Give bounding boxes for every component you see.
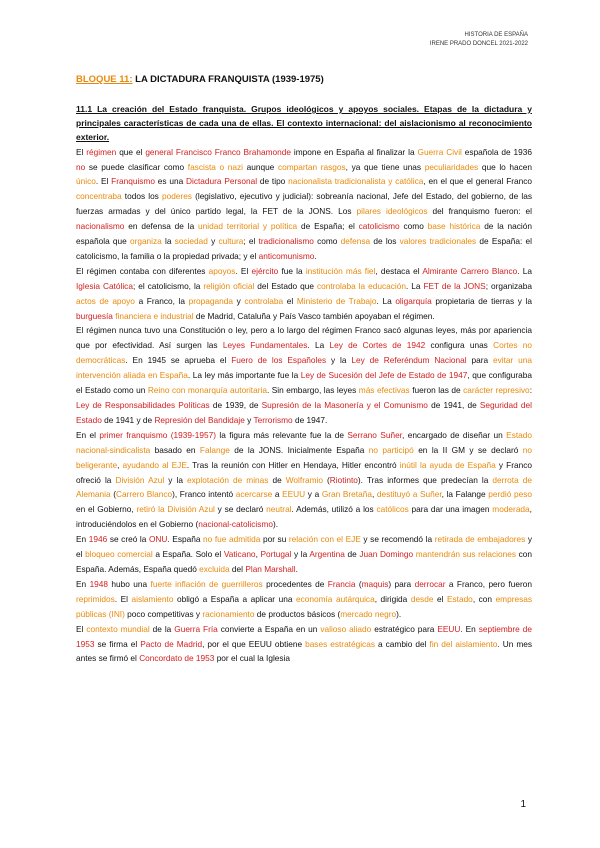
text-run: convierte a España en un [217, 623, 321, 634]
text-run: de los [370, 236, 400, 247]
header-subject: HISTORIA DE ESPAÑA [464, 32, 528, 38]
key-term: nacionalismo [76, 221, 125, 232]
highlight-text: actos de apoyo [76, 295, 135, 306]
block-title-text: LA DICTADURA FRANQUISTA (1939-1975) [132, 74, 324, 85]
highlight-text: Ministerio de Trabajo [296, 295, 377, 306]
key-term: Ley de Cortes de 1942 [329, 340, 426, 351]
key-term: maquis [361, 578, 389, 589]
highlight-text: derrota de Alemania [76, 474, 532, 500]
highlight-text: neutral [266, 504, 292, 515]
text-run: de 1941, de [427, 400, 480, 411]
text-run: (legislativo, ejecutivo y judicial): sobreanía nacional, Jefe del Estado, del gobierno, de las fuerzas armadas y del único partido legal, la FET de la JONS. Los [76, 191, 532, 217]
text-run: de [344, 549, 360, 560]
text-run: en el Gobierno, [76, 504, 137, 515]
text-run: a España. Solo el [152, 549, 224, 560]
key-term: ejército [251, 265, 279, 276]
text-run: como [399, 221, 428, 232]
text-run: . En 1945 se aprueba el [125, 355, 232, 366]
text-run: hubo una [108, 578, 151, 589]
text-run: a [272, 489, 283, 500]
highlight-text: bases estratégicas [305, 638, 375, 649]
highlight-text: excluida [199, 563, 230, 574]
text-run: con España. Además, España quedó [76, 549, 532, 574]
key-term: FET de la JONS [423, 280, 486, 291]
header-author: IRENE PRADO DONCEL 2021-2022 [429, 41, 528, 47]
text-run: configura unas [425, 340, 494, 351]
key-term: Franquismo [111, 176, 155, 187]
key-term: Fuero de los Españoles [231, 355, 327, 366]
text-run: ) para [388, 578, 415, 589]
highlight-text: reprimidos [76, 593, 115, 604]
text-run: y la [326, 355, 352, 366]
text-run: , que configuraba el Estado como un [76, 370, 532, 396]
highlight-text: institución más fiel [305, 265, 376, 276]
text-run: se creó la [107, 534, 149, 545]
highlight-text: peso [513, 489, 532, 500]
highlight-text: concentraba [76, 191, 122, 202]
text-run: . España [167, 534, 204, 545]
highlight-text: destituyó a Suñer [376, 489, 442, 500]
highlight-text: controlaba la educación [316, 280, 406, 291]
text-run: procedentes de [262, 578, 328, 589]
highlight-text: moderada [492, 504, 530, 515]
highlight-text: Guerra Civil [417, 146, 462, 157]
text-run: de tipo [257, 176, 289, 187]
key-term: tradicionalismo [258, 236, 314, 247]
text-run: . Un mes antes se firmó el [76, 638, 533, 664]
key-term: Pacto de Madrid [140, 638, 203, 649]
text-run: y [244, 414, 254, 425]
text-run: . En [460, 623, 479, 634]
key-term: EEUU [437, 623, 461, 634]
key-term: primer franquismo (1939-1957) [99, 429, 216, 440]
text-run: como [313, 236, 341, 247]
highlight-text: fuerte inflación de guerrilleros [150, 578, 263, 589]
text-run: y se declaró [214, 504, 267, 515]
text-run: de Madrid, Cataluña y País Vasco también apoyaban el régimen. [193, 310, 435, 321]
key-term: Terrorismo [253, 414, 293, 425]
text-run: El [76, 623, 87, 634]
text-run: de 1941 y de [101, 414, 155, 425]
text-run: ; el [243, 236, 259, 247]
text-run: El régimen contaba con diferentes [76, 265, 209, 276]
highlight-text: economía autárquica [295, 593, 375, 604]
highlight-text: carácter represivo [463, 385, 530, 396]
text-run: , por el que EEUU obtiene [202, 638, 306, 649]
text-run: de la JONS. Inicialmente España [229, 444, 369, 455]
highlight-text: peculiaridades [424, 161, 479, 172]
highlight-text: defensa [340, 236, 371, 247]
key-term: Ley de Sucesión del Jefe de Estado de 1947 [300, 370, 468, 381]
highlight-text: unidad territorial y política [198, 221, 298, 232]
highlight-text: apoyos [208, 265, 236, 276]
highlight-text: contexto mundial [86, 623, 150, 634]
key-term: Iglesia Católica [76, 280, 133, 291]
text-run: , encargado de diseñar un [402, 429, 507, 440]
key-term: derrocar [414, 578, 446, 589]
block-title [76, 74, 324, 85]
block-number: BLOQUE 11: [76, 74, 133, 85]
text-run: y el [76, 534, 532, 560]
text-run: . El [95, 176, 112, 187]
text-run: se firma el [94, 638, 141, 649]
key-term: ONU [148, 534, 168, 545]
key-term: Plan Marshall [245, 563, 296, 574]
text-run: por su [260, 534, 289, 545]
text-run: de la nación española que [76, 221, 532, 247]
highlight-text: sociedad [174, 236, 208, 247]
highlight-text: compartan rasgos [277, 161, 346, 172]
highlight-text: empresas públicas (INI) [76, 593, 532, 619]
text-run: , [255, 549, 261, 560]
text-run: . La ley más importante fue la [187, 370, 301, 381]
key-term: Guerra Fría [174, 623, 218, 634]
highlight-text: racionamiento [202, 608, 255, 619]
key-term: catolicismo [358, 221, 400, 232]
key-term: Riotinto [329, 474, 358, 485]
highlight-text: no fue admitida [203, 534, 261, 545]
highlight-text: religión oficial [203, 280, 255, 291]
key-term: Seguridad del Estado [76, 400, 532, 425]
text-run: . El [235, 265, 252, 276]
highlight-text: Carrero Blanco [115, 489, 173, 500]
text-run: , con [472, 593, 496, 604]
text-run: ), Franco intentó [172, 489, 236, 500]
text-run: El régimen nunca tuvo una Constitución o ley, pero a lo largo del régimen Franco sacó algunas leyes, más por apariencia que por efectividad. Así surgen las [76, 325, 532, 351]
highlight-text: retiró la División Azul [136, 504, 215, 515]
highlight-text: más efectivas [358, 385, 410, 396]
key-term: nacional-catolicismo [198, 519, 273, 530]
text-run: . [295, 563, 298, 574]
key-term: Leyes Fundamentales [222, 340, 308, 351]
key-term: Supresión de la Masonería y el Comunismo [261, 400, 428, 411]
key-term: general Francisco Franco Brahamonde [145, 146, 292, 157]
text-run: . La [307, 340, 330, 351]
text-run: para [466, 355, 493, 366]
text-run: ; el catolicismo, la [132, 280, 204, 291]
text-run: en defensa de la [124, 221, 199, 232]
highlight-text: Cortes no democráticas [76, 340, 533, 366]
text-run: poco competitivas y [124, 608, 203, 619]
text-run: : [529, 385, 532, 396]
highlight-text: mantendrán sus relaciones [415, 549, 516, 560]
highlight-text: Wolframio [285, 474, 323, 485]
key-term: oligarquía [395, 295, 432, 306]
text-run: ). [396, 608, 402, 619]
highlight-text: Reino con monarquía autoritaria [147, 385, 267, 396]
text-run: del [229, 563, 246, 574]
highlight-text: Estado nacional-sindicalista [76, 429, 533, 455]
text-run: . Además, utilizó a los [291, 504, 377, 515]
paragraph [76, 532, 532, 577]
key-term: Juan Domingo [359, 549, 414, 560]
text-run: a Franco, pero fueron [445, 578, 532, 589]
text-run: , introduciéndolos en el Gobierno ( [76, 504, 532, 530]
text-run: de productos básicos ( [254, 608, 341, 619]
text-run: . La [376, 295, 396, 306]
key-term: Argentina [309, 549, 345, 560]
highlight-text: evitar una intervención aliada en España [76, 355, 532, 381]
highlight-text: explotación de minas [186, 474, 269, 485]
text-run: . [314, 250, 317, 261]
text-run: de la [149, 623, 175, 634]
paragraph [76, 577, 532, 622]
highlight-text: inútil la ayuda de España [399, 459, 496, 470]
key-term: Portugal [260, 549, 292, 560]
highlight-text: controlaba [244, 295, 284, 306]
text-run: . La [517, 265, 532, 276]
document-body [76, 102, 532, 666]
text-run: , destaca el [375, 265, 423, 276]
highlight-text: ayudando al EJE [122, 459, 187, 470]
text-run: española de 1936 [461, 146, 532, 157]
highlight-text: mercado negro [340, 608, 397, 619]
key-term: Ley de Referéndum Nacional [351, 355, 467, 366]
highlight-text: retirada de embajadores [434, 534, 526, 545]
text-run: el [433, 593, 447, 604]
highlight-text: División Azul [115, 474, 165, 485]
text-run: ; organizaba [485, 280, 533, 291]
key-term: 1946 [88, 534, 108, 545]
highlight-text: perdió [488, 489, 512, 500]
highlight-text: nacionalista tradicionalista y católica [288, 176, 424, 187]
text-run: que lo hacen [478, 161, 533, 172]
text-run: y a [305, 489, 322, 500]
key-term: régimen [86, 146, 117, 157]
paragraph [76, 323, 532, 427]
text-run: En el [76, 429, 100, 440]
text-run: ). Tras informes que predecían la [357, 474, 493, 485]
text-run: de España; el [297, 221, 359, 232]
key-term: Vaticano [223, 549, 256, 560]
text-run: . La [405, 280, 424, 291]
key-term: no [76, 161, 86, 172]
key-term: anticomunismo [258, 250, 315, 261]
text-run: de 1947. [292, 414, 328, 425]
highlight-text: poderes [161, 191, 192, 202]
highlight-text: desde [410, 593, 434, 604]
highlight-text: acercarse [235, 489, 273, 500]
text-run: obligó a España a aplicar una [173, 593, 296, 604]
key-term: Dictadura Personal [186, 176, 258, 187]
text-run: ( [110, 489, 116, 500]
text-run: en la II GM y se declaró [413, 444, 523, 455]
paragraphs [76, 145, 532, 667]
key-term: Ley de Responsabilidades Políticas [76, 400, 210, 411]
text-run: es una [154, 176, 186, 187]
text-run: ( [322, 474, 330, 485]
text-run: . Sin embargo, las leyes [266, 385, 359, 396]
text-run: , [117, 459, 123, 470]
highlight-text: organiza [129, 236, 162, 247]
key-term: 1948 [89, 578, 109, 589]
highlight-text: católicos [376, 504, 409, 515]
text-run: que el [116, 146, 146, 157]
paragraph [76, 428, 532, 532]
text-run: a Franco, la [134, 295, 189, 306]
text-run: En [76, 534, 89, 545]
text-run: , la Falange [441, 489, 489, 500]
text-run: la [161, 236, 175, 247]
highlight-text: Falange [199, 444, 230, 455]
text-run: impone en España al finalizar la [291, 146, 418, 157]
text-run: aunque [242, 161, 278, 172]
text-run: , ya que tiene unas [345, 161, 425, 172]
key-term: burguesía [76, 310, 113, 321]
text-run: de España: el catolicismo, la familia o la propiedad privada; y el [76, 236, 532, 261]
highlight-text: no beligerante [76, 444, 532, 470]
text-run: fue la [278, 265, 306, 276]
text-run: , en el que el general Franco [423, 176, 533, 187]
paragraph [76, 264, 532, 324]
text-run: a cambio del [374, 638, 430, 649]
highlight-text: valores tradicionales [399, 236, 477, 247]
text-run: el [283, 295, 297, 306]
text-run: y la [164, 474, 187, 485]
highlight-text: relación con el EJE [288, 534, 361, 545]
text-run: de 1939, de [209, 400, 262, 411]
text-run: y [232, 295, 245, 306]
text-run: ( [355, 578, 362, 589]
key-term: Concordato de 1953 [139, 653, 215, 664]
highlight-text: cultura [218, 236, 244, 247]
highlight-text: Gran Bretaña [321, 489, 372, 500]
key-term: Serrano Suñer [347, 429, 402, 440]
highlight-text: bloqueo comercial [85, 549, 153, 560]
text-run: y Franco ofreció la [76, 459, 532, 485]
section-heading: 11.1 La creación del Estado franquista. Grupos ideológicos y apoyos sociales. Etapas de la dictadura y principales características de cada una de ellas. El contexto internacional: del aislacionismo al reconocimiento exterior. [76, 104, 532, 143]
page-header [430, 31, 528, 49]
text-run: . Tras la reunión con Hitler en Hendaya, Hitler encontró [186, 459, 400, 470]
text-run: . El [114, 593, 132, 604]
text-run: ). [272, 519, 279, 530]
text-run: basado en [150, 444, 200, 455]
text-run: la figura más relevante fue la de [215, 429, 348, 440]
key-term: Almirante Carrero Blanco [422, 265, 518, 276]
text-run: para dar una imagen [408, 504, 493, 515]
highlight-text: EEUU [282, 489, 306, 500]
key-term: septiembre de 1953 [76, 623, 532, 649]
text-run: fueron las de [409, 385, 464, 396]
text-run: estratégico para [371, 623, 438, 634]
text-run: del Estado que [254, 280, 317, 291]
text-run: y [207, 236, 219, 247]
text-run: En [76, 578, 90, 589]
key-term: Represión del Bandidaje [154, 414, 245, 425]
paragraph [76, 622, 532, 667]
text-run: y se recomendó la [360, 534, 435, 545]
highlight-text: valioso aliado [320, 623, 372, 634]
highlight-text: financiera e industrial [115, 310, 194, 321]
page-number: 1 [520, 799, 526, 810]
highlight-text: Estado [446, 593, 473, 604]
text-run: se puede clasificar como [85, 161, 188, 172]
text-run: , [371, 489, 377, 500]
key-term: Francia [327, 578, 356, 589]
highlight-text: fascista o nazi [187, 161, 243, 172]
highlight-text: pilares ideológicos [356, 206, 428, 217]
text-run: de [268, 474, 286, 485]
highlight-text: aislamiento [131, 593, 174, 604]
text-run: por el cual la Iglesia [214, 653, 291, 664]
text-run: todos los [121, 191, 162, 202]
text-run: , dirigida [374, 593, 411, 604]
highlight-text: único [76, 176, 96, 187]
text-run: y la [291, 549, 310, 560]
text-run: El [76, 146, 87, 157]
highlight-text: propaganda [188, 295, 233, 306]
highlight-text: base histórica [427, 221, 481, 232]
paragraph [76, 145, 532, 264]
highlight-text: no participó [368, 444, 414, 455]
text-run: del franquismo fueron: el [427, 206, 532, 217]
highlight-text: fin del aislamiento [429, 638, 498, 649]
text-run: propietaria de tierras y la [431, 295, 533, 306]
